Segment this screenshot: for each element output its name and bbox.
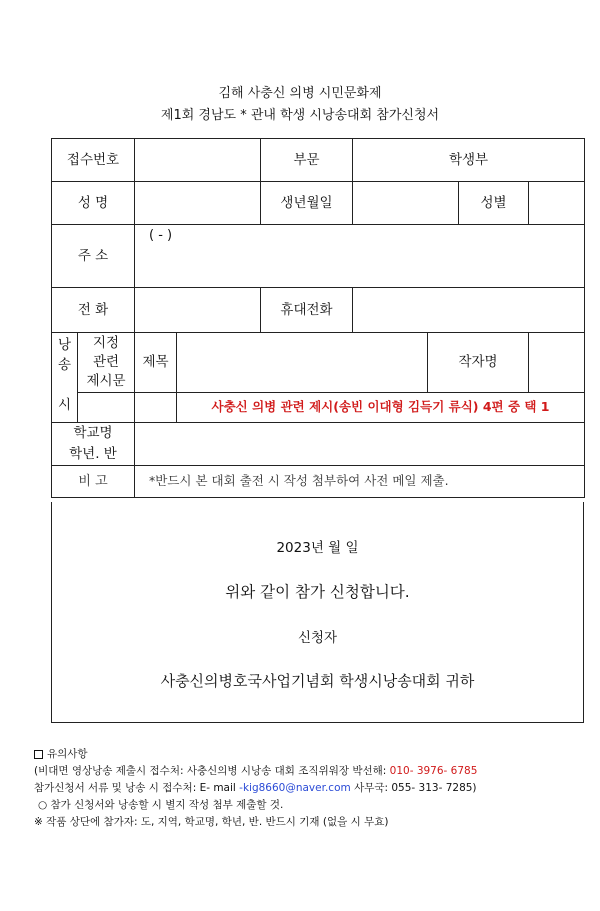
notes-line-1-text: (비대면 영상낭송 제출시 접수처: 사충신의병 시낭송 대회 조직위워장 박선해: — [34, 765, 390, 777]
phone-field[interactable] — [135, 288, 261, 333]
gender-label: 성별 — [459, 182, 529, 225]
notes-line-1 — [34, 763, 477, 780]
school-field[interactable] — [135, 423, 585, 466]
poem-section-label — [52, 333, 78, 423]
notes-section — [34, 746, 477, 831]
division-value: 학생부 — [353, 139, 585, 182]
poem-title-field[interactable] — [177, 333, 428, 393]
notes-line-3: ○ 참가 신청서와 낭송할 시 별지 작성 첨부 제출할 것. — [38, 799, 284, 811]
designated-label-line-1: 지정 — [92, 335, 120, 351]
author-label: 작자명 — [428, 333, 529, 393]
school-label — [52, 423, 135, 466]
designated-poem-note: 사충신 의병 관련 제시(송빈 이대형 김득기 류식) 4편 중 택 1 — [177, 393, 585, 423]
notes-line-2-text: 참가신청서 서류 및 낭송 시 접수처: E- mail — [34, 782, 240, 794]
designated-label-line-3: 제시문 — [86, 373, 126, 389]
address-postcode: ( - ) — [149, 228, 173, 243]
birth-date-label: 생년월일 — [261, 182, 353, 225]
poem-title-label: 제목 — [135, 333, 177, 393]
remarks-text: *반드시 본 대회 출전 시 작성 첨부하여 사전 메일 제출. — [135, 466, 585, 498]
organizer-phone: 010- 3976- 6785 — [389, 765, 478, 777]
form-title: 제1회 경남도 * 관내 학생 시낭송대회 참가신청서 — [160, 108, 440, 123]
applicant-label: 신청자 — [297, 630, 338, 646]
author-field[interactable] — [529, 333, 585, 393]
declaration-statement: 위와 같이 참가 신청합니다. — [225, 583, 410, 601]
office-phone: 사무국: 055- 313- 7285) — [350, 782, 477, 794]
poem-label-char-1: 낭 — [57, 337, 72, 353]
division-label: 부문 — [261, 139, 353, 182]
address-field[interactable] — [135, 225, 585, 288]
designated-empty-cell-2 — [135, 393, 177, 423]
designated-label — [78, 333, 135, 393]
notes-heading-text: 유의사항 — [47, 748, 88, 760]
checkbox-icon — [34, 750, 43, 759]
notes-heading — [34, 746, 477, 763]
gender-field[interactable] — [529, 182, 585, 225]
notes-line-2 — [34, 780, 477, 797]
poem-label-char-2: 송 — [57, 357, 72, 373]
birth-date-field[interactable] — [353, 182, 459, 225]
school-label-line-2: 학년. 반 — [69, 446, 117, 462]
application-form-table — [51, 138, 585, 498]
name-label: 성 명 — [52, 182, 135, 225]
poem-label-char-3: 시 — [57, 397, 72, 413]
mobile-label: 휴대전화 — [261, 288, 353, 333]
declaration-box — [51, 502, 584, 723]
receipt-no-label: 접수번호 — [52, 139, 135, 182]
header-line-1: 김해 사충신 의병 시민문화제 — [218, 86, 382, 101]
phone-label: 전 화 — [52, 288, 135, 333]
notes-line-4: ※ 작품 상단에 참가자: 도, 지역, 학교명, 학년, 반. 반드시 기재 (없을 시 무효) — [34, 816, 389, 828]
address-label: 주 소 — [52, 225, 135, 288]
remarks-label: 비 고 — [52, 466, 135, 498]
contact-email-link[interactable]: -kig8660@naver.com — [239, 782, 351, 794]
application-date: 2023년 월 일 — [276, 540, 359, 556]
mobile-field[interactable] — [353, 288, 585, 333]
name-field[interactable] — [135, 182, 261, 225]
receipt-no-field[interactable] — [135, 139, 261, 182]
designated-empty-cell — [78, 393, 135, 423]
addressee: 사충신의병호국사업기념회 학생시낭송대회 귀하 — [160, 672, 475, 690]
designated-label-line-2: 관련 — [92, 354, 120, 370]
school-label-line-1: 학교명 — [73, 425, 113, 441]
